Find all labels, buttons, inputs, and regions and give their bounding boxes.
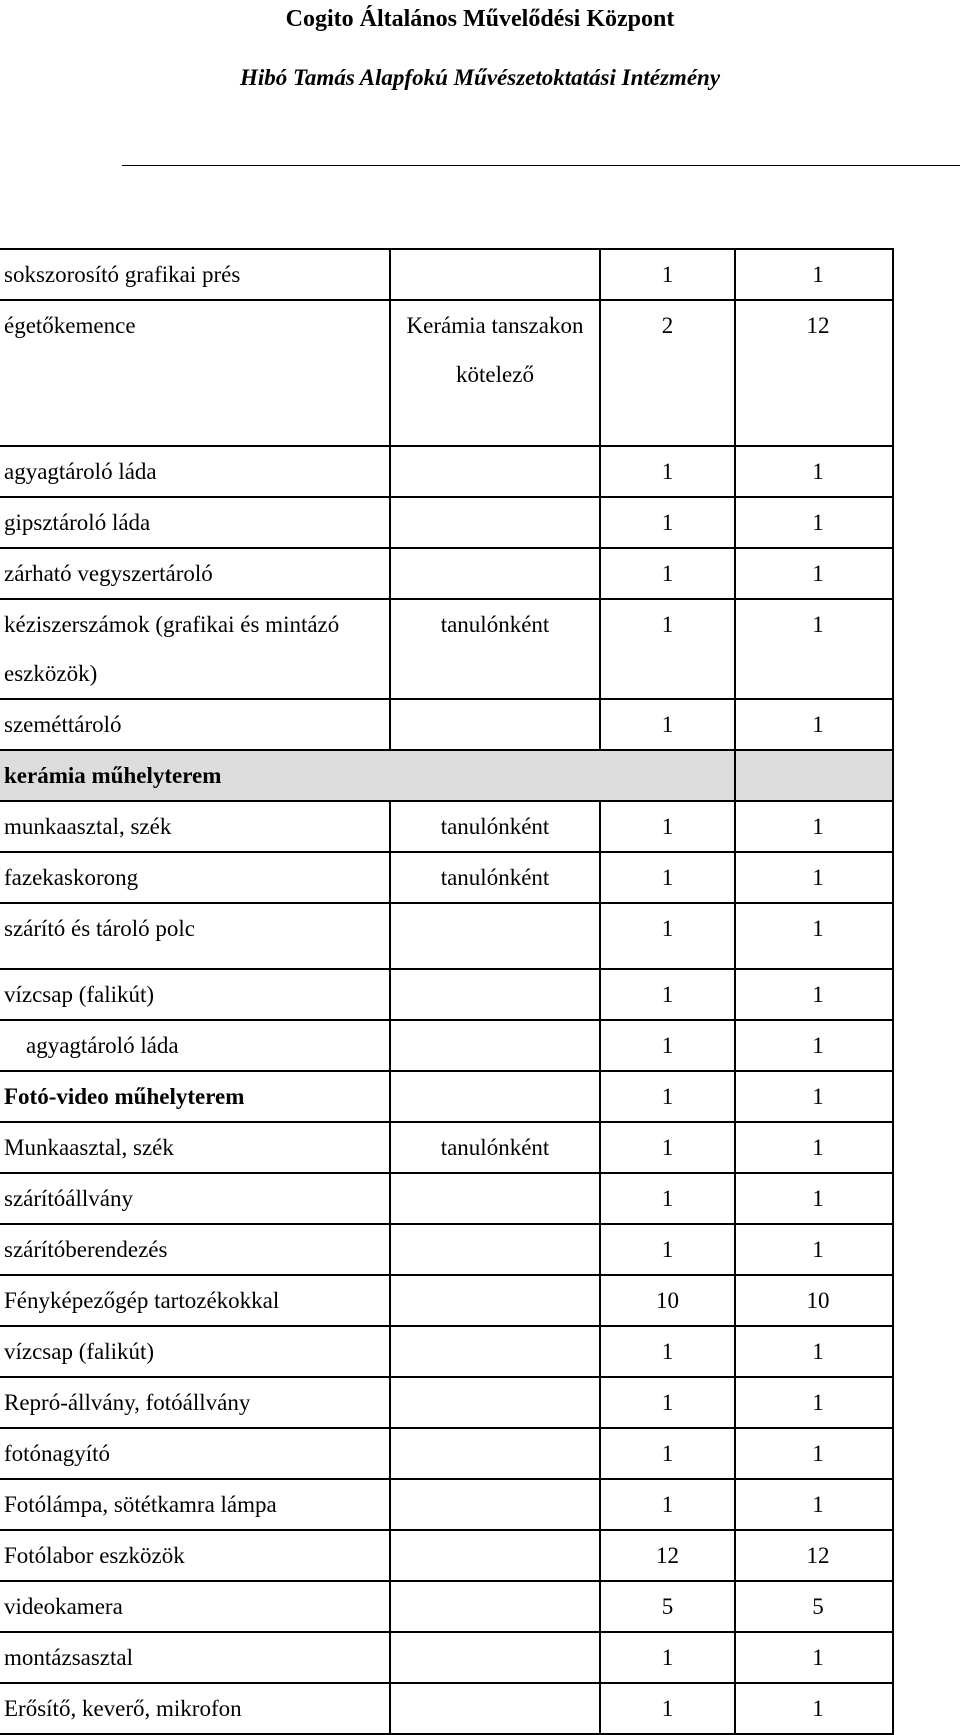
item-qty: 1: [735, 1632, 893, 1683]
table-row: [0, 1428, 893, 1479]
item-qty: 1: [735, 497, 893, 548]
header-subtitle: Hibó Tamás Alapfokú Művészetoktatási Intézmény: [239, 65, 721, 90]
item-name: szárítóállvány: [0, 1173, 390, 1224]
table-row: [0, 903, 893, 969]
item-qty: 10: [735, 1275, 893, 1326]
item-qty: 1: [735, 1071, 893, 1122]
item-name: videokamera: [0, 1581, 390, 1632]
item-note: tanulónként: [390, 801, 600, 852]
item-name: Repró-állvány, fotóállvány: [0, 1377, 390, 1428]
item-note: [390, 1428, 600, 1479]
item-name: zárható vegyszertároló: [0, 548, 390, 599]
inventory-table: [0, 248, 894, 1735]
item-name: gipsztároló láda: [0, 497, 390, 548]
item-qty: 1: [735, 1479, 893, 1530]
item-qty-min: 1: [600, 599, 735, 699]
item-qty-min: 1: [600, 1428, 735, 1479]
item-name: fazekaskorong: [0, 852, 390, 903]
item-note: [390, 1020, 600, 1071]
table-row: [0, 300, 893, 446]
item-qty: 1: [735, 548, 893, 599]
item-note: [390, 1683, 600, 1734]
item-name: munkaasztal, szék: [0, 801, 390, 852]
item-qty-min: 5: [600, 1581, 735, 1632]
item-name: vízcsap (falikút): [0, 1326, 390, 1377]
table-row: [0, 699, 893, 750]
table-row: [0, 497, 893, 548]
section-title: Fotó-video műhelyterem: [0, 1071, 390, 1122]
item-qty-min: 1: [600, 1377, 735, 1428]
item-qty: 1: [735, 852, 893, 903]
item-note: [390, 1173, 600, 1224]
table-row: [0, 1683, 893, 1734]
table-row: [0, 1632, 893, 1683]
item-qty-min: 1: [600, 548, 735, 599]
table-row: [0, 1173, 893, 1224]
item-name: szárító és tároló polc: [0, 903, 390, 969]
item-note: Kerámia tanszakon kötelező: [390, 300, 600, 446]
item-qty-min: 2: [600, 300, 735, 446]
table-row: [0, 1530, 893, 1581]
item-note: [390, 497, 600, 548]
table-row: [0, 1275, 893, 1326]
item-qty-min: 1: [600, 1173, 735, 1224]
section-row-photo-video: [0, 1071, 893, 1122]
item-note: [390, 1326, 600, 1377]
item-qty: 1: [735, 1122, 893, 1173]
table-row: [0, 1326, 893, 1377]
item-qty-min: 1: [600, 1479, 735, 1530]
item-qty: 1: [735, 801, 893, 852]
item-note: tanulónként: [390, 599, 600, 699]
item-note: [390, 1632, 600, 1683]
item-name: montázsasztal: [0, 1632, 390, 1683]
item-qty: 1: [735, 1683, 893, 1734]
item-note: [390, 249, 600, 300]
item-name: agyagtároló láda: [0, 446, 390, 497]
item-qty-min: 1: [600, 1122, 735, 1173]
item-qty-min: 1: [600, 1683, 735, 1734]
item-qty-min: 1: [600, 852, 735, 903]
item-name: fotónagyító: [0, 1428, 390, 1479]
table-row: [0, 249, 893, 300]
table-row: [0, 969, 893, 1020]
item-qty-min: 1: [600, 699, 735, 750]
table-row: [0, 1479, 893, 1530]
item-qty: 5: [735, 1581, 893, 1632]
item-note: [390, 446, 600, 497]
item-qty-min: 10: [600, 1275, 735, 1326]
item-note: [390, 1275, 600, 1326]
table-row: [0, 1581, 893, 1632]
item-qty: 1: [735, 1377, 893, 1428]
item-qty-min: 1: [600, 1071, 735, 1122]
item-qty-min: 1: [600, 801, 735, 852]
item-qty-min: 1: [600, 903, 735, 969]
item-name: vízcsap (falikút): [0, 969, 390, 1020]
item-qty: 1: [735, 903, 893, 969]
item-note: [390, 1071, 600, 1122]
item-note: [390, 699, 600, 750]
item-qty-min: 1: [600, 1224, 735, 1275]
table-row: [0, 852, 893, 903]
item-qty: [735, 750, 893, 801]
item-note: tanulónként: [390, 1122, 600, 1173]
item-note: [390, 1530, 600, 1581]
item-qty-min: 1: [600, 1020, 735, 1071]
item-qty: 1: [735, 1428, 893, 1479]
section-row-ceramics: [0, 750, 893, 801]
item-qty: 1: [735, 1224, 893, 1275]
item-qty: 12: [735, 300, 893, 446]
table-row: [0, 1377, 893, 1428]
item-qty: 12: [735, 1530, 893, 1581]
item-qty-min: 1: [600, 1326, 735, 1377]
item-note: [390, 1479, 600, 1530]
item-note: [390, 548, 600, 599]
item-name: szárítóberendezés: [0, 1224, 390, 1275]
item-qty: 1: [735, 249, 893, 300]
item-note: tanulónként: [390, 852, 600, 903]
item-qty: 1: [735, 1173, 893, 1224]
item-name: Fényképezőgép tartozékokkal: [0, 1275, 390, 1326]
item-note: [390, 1581, 600, 1632]
item-name: Munkaasztal, szék: [0, 1122, 390, 1173]
table-row: [0, 1020, 893, 1071]
section-title: kerámia műhelyterem: [0, 750, 735, 801]
item-qty-min: 1: [600, 1632, 735, 1683]
item-name: Erősítő, keverő, mikrofon: [0, 1683, 390, 1734]
item-qty-min: 12: [600, 1530, 735, 1581]
item-qty-min: 1: [600, 969, 735, 1020]
item-name: kéziszerszámok (grafikai és mintázó eszközök): [0, 599, 390, 699]
item-note: [390, 1377, 600, 1428]
item-qty: 1: [735, 446, 893, 497]
item-name: égetőkemence: [0, 300, 390, 446]
table-row: [0, 599, 893, 699]
item-name: agyagtároló láda: [0, 1020, 390, 1071]
item-qty: 1: [735, 1326, 893, 1377]
table-row: [0, 548, 893, 599]
item-qty: 1: [735, 969, 893, 1020]
item-note: [390, 1224, 600, 1275]
table-row: [0, 1224, 893, 1275]
header-title: Cogito Általános Művelődési Központ: [285, 6, 675, 32]
item-name: sokszorosító grafikai prés: [0, 249, 390, 300]
item-qty-min: 1: [600, 497, 735, 548]
header-rule: [122, 165, 960, 166]
table-row: [0, 1122, 893, 1173]
item-note: [390, 903, 600, 969]
item-qty: 1: [735, 599, 893, 699]
item-name: szeméttároló: [0, 699, 390, 750]
item-qty-min: 1: [600, 446, 735, 497]
item-qty: 1: [735, 699, 893, 750]
item-qty: 1: [735, 1020, 893, 1071]
item-note: [390, 969, 600, 1020]
table-row: [0, 801, 893, 852]
item-name: Fotólámpa, sötétkamra lámpa: [0, 1479, 390, 1530]
item-name: Fotólabor eszközök: [0, 1530, 390, 1581]
item-qty-min: 1: [600, 249, 735, 300]
table-row: [0, 446, 893, 497]
